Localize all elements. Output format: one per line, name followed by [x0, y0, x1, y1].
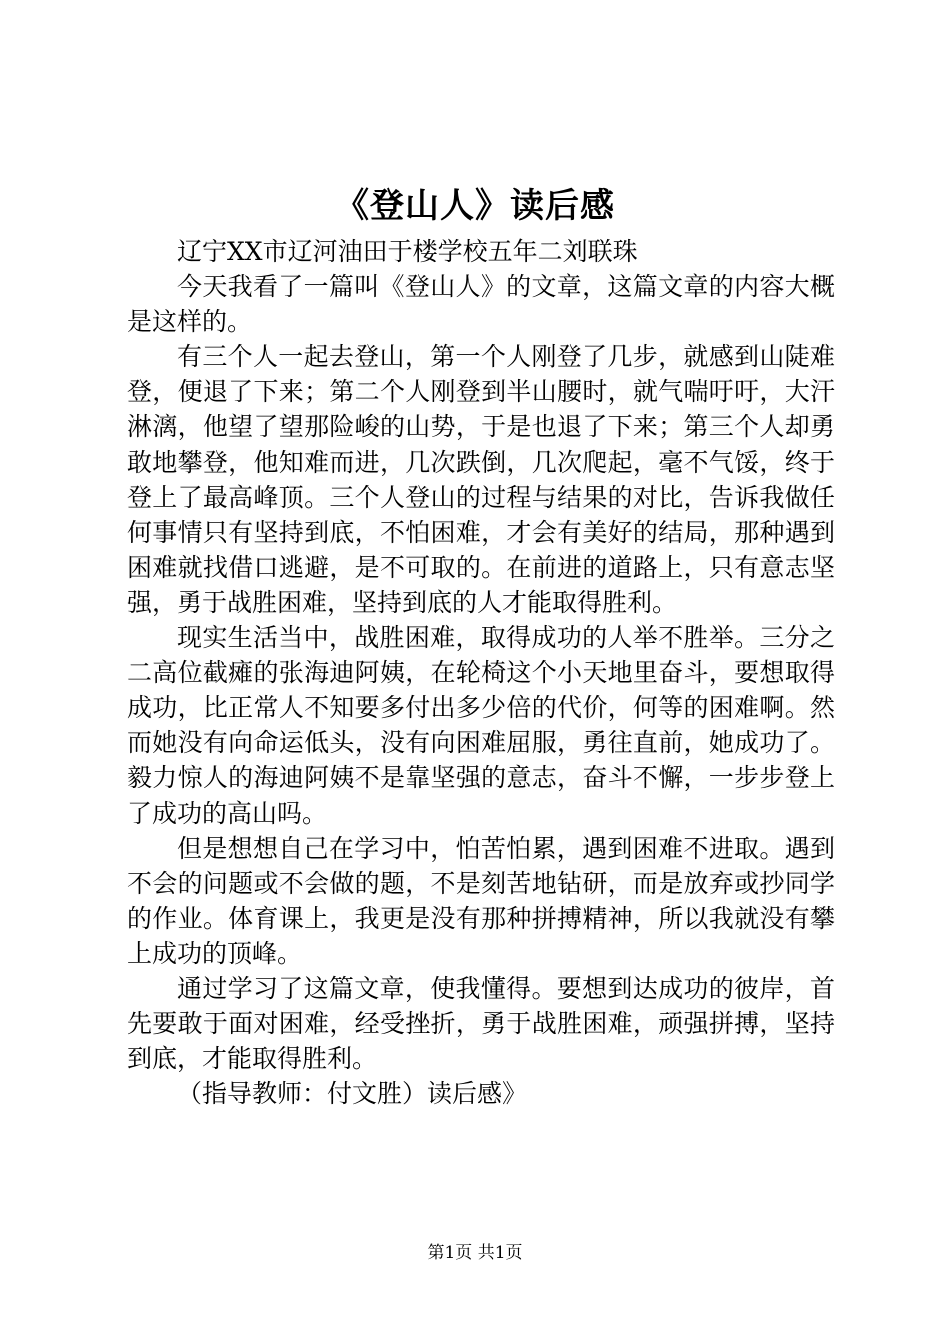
document-body	[127, 234, 835, 1111]
paragraph-1: 今天我看了一篇叫《登山人》的文章，这篇文章的内容大概是这样的。	[127, 272, 835, 337]
page-footer: 第1页 共1页	[427, 1243, 523, 1263]
author-line: 辽宁XX市辽河油田于楼学校五年二刘联珠	[177, 237, 638, 266]
paragraph-2: 有三个人一起去登山，第一个人刚登了几步，就感到山陡难登，便退了下来；第二个人刚登到半山腰时，就气喘吁吁，大汗淋漓，他望了望那险峻的山势，于是也退了下来；第三个人却勇敢地攀登，他知难而进，几次跌倒，几次爬起，毫不气馁，终于登上了最高峰顶。三个人登山的过程与结果的对比，告诉我做任何事情只有坚持到底，不怕困难，才会有美好的结局，那种遇到困难就找借口逃避，是不可取的。在前进的道路上，只有意志坚强，勇于战胜困难，坚持到底的人才能取得胜利。	[127, 342, 835, 617]
document-title: 《登山人》读后感	[335, 186, 615, 226]
paragraph-5: 通过学习了这篇文章，使我懂得。要想到达成功的彼岸，首先要敢于面对困难，经受挫折，勇于战胜困难，顽强拼搏，坚持到底，才能取得胜利。	[127, 973, 835, 1074]
paragraph-4: 但是想想自己在学习中，怕苦怕累，遇到困难不进取。遇到不会的问题或不会做的题，不是刻苦地钻研，而是放弃或抄同学的作业。体育课上，我更是没有那种拼搏精神，所以我就没有攀上成功的顶峰。	[127, 833, 835, 968]
paragraph-3: 现实生活当中，战胜困难，取得成功的人举不胜举。三分之二高位截瘫的张海迪阿姨，在轮椅这个小天地里奋斗，要想取得成功，比正常人不知要多付出多少倍的代价，何等的困难啊。然而她没有向命运低头，没有向困难屈服，勇往直前，她成功了。毅力惊人的海迪阿姨不是靠坚强的意志，奋斗不懈，一步步登上了成功的高山吗。	[127, 623, 835, 828]
teacher-note: （指导教师：付文胜）读后感》	[177, 1079, 528, 1109]
